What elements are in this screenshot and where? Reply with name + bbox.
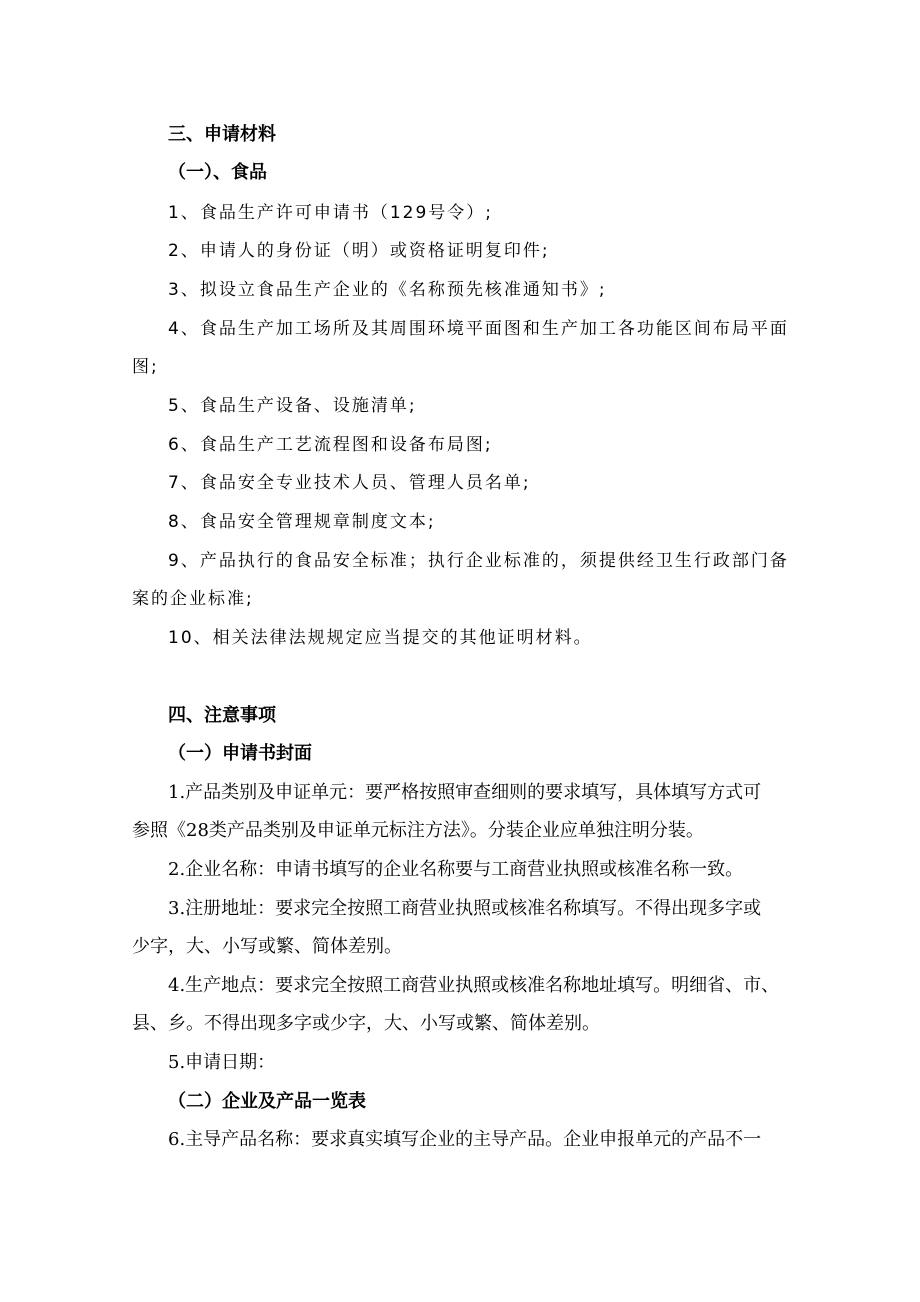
section-4-title: 四、注意事项	[168, 705, 276, 726]
paragraph-line: 5.申请日期：	[168, 1052, 276, 1073]
list-item: 1、食品生产许可申请书（129号令）;	[168, 203, 493, 223]
list-item: 4、食品生产加工场所及其周围环境平面图和生产加工各功能区间布局平面	[168, 319, 789, 339]
paragraph-line: 1.产品类别及申证单元：要严格按照审查细则的要求填写，具体填写方式可	[168, 782, 762, 803]
section-4-subtitle-cover: （一）申请书封面	[168, 743, 312, 764]
list-item: 2、申请人的身份证（明）或资格证明复印件;	[168, 241, 550, 261]
section-4-subtitle-product-list: （二）企业及产品一览表	[168, 1091, 366, 1112]
list-item-continuation: 图;	[132, 357, 159, 377]
list-item-continuation: 案的企业标准;	[132, 589, 254, 609]
list-item: 10、相关法律法规规定应当提交的其他证明材料。	[168, 628, 593, 648]
list-item: 6、食品生产工艺流程图和设备布局图;	[168, 435, 493, 455]
paragraph-line: 3.注册地址：要求完全按照工商营业执照或核准名称填写。不得出现多字或	[168, 898, 762, 919]
list-item: 9、产品执行的食品安全标准；执行企业标准的，须提供经卫生行政部门备	[168, 551, 789, 571]
section-3-title: 三、申请材料	[168, 124, 276, 145]
paragraph-line: 6.主导产品名称：要求真实填写企业的主导产品。企业申报单元的产品不一	[168, 1129, 762, 1150]
list-item: 5、食品生产设备、设施清单;	[168, 396, 417, 416]
list-item: 3、拟设立食品生产企业的《名称预先核准通知书》;	[168, 280, 607, 300]
paragraph-line: 县、乡。不得出现多字或少字，大、小写或繁、简体差别。	[132, 1013, 600, 1034]
paragraph-line: 参照《28类产品类别及申证单元标注方法》。分装企业应单独注明分装。	[132, 820, 704, 841]
paragraph-line: 2.企业名称：申请书填写的企业名称要与工商营业执照或核准名称一致。	[168, 859, 744, 880]
paragraph-line: 4.生产地点：要求完全按照工商营业执照或核准名称地址填写。明细省、市、	[168, 975, 780, 996]
list-item: 7、食品安全专业技术人员、管理人员名单;	[168, 473, 531, 493]
paragraph-line: 少字，大、小写或繁、简体差别。	[132, 936, 402, 957]
section-3-subtitle-food: （一）、食品	[168, 162, 267, 183]
list-item: 8、食品安全管理规章制度文本;	[168, 512, 436, 532]
